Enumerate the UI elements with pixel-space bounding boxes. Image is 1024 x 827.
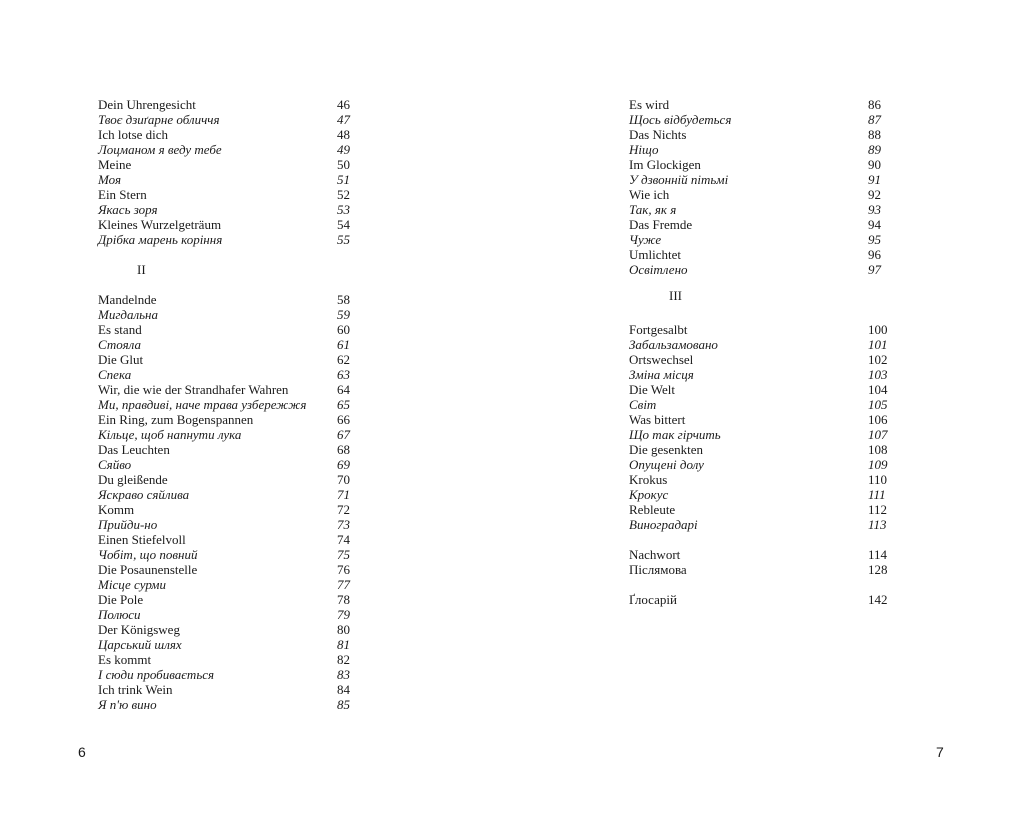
toc-entry: [629, 112, 894, 127]
toc-group: [629, 97, 894, 277]
toc-entry-page-number: 80: [337, 622, 350, 637]
toc-entry-page-number: 103: [868, 367, 888, 382]
toc-entry-title: Стояла: [98, 337, 141, 352]
toc-entry-title: Du gleißende: [98, 472, 168, 487]
toc-entry: [629, 352, 894, 367]
toc-entry-title: Meine: [98, 157, 132, 172]
toc-entry: [629, 562, 894, 577]
toc-entry-title: Прийди-но: [98, 517, 158, 532]
toc-entry-title: Dein Uhrengesicht: [98, 97, 196, 112]
toc-entry-page-number: 110: [868, 472, 888, 487]
toc-entry-title: Krokus: [629, 472, 668, 487]
toc-entry-page-number: 90: [868, 157, 881, 172]
toc-entry-title: Світ: [629, 397, 657, 412]
toc-entry-title: І сюди пробивається: [98, 667, 215, 682]
toc-entry-title: Einen Stiefelvoll: [98, 532, 186, 547]
toc-entry-title: Полюси: [98, 607, 141, 622]
toc-entry-title: Опущені долу: [629, 457, 704, 472]
toc-entry: [629, 322, 894, 337]
toc-entry: [629, 382, 894, 397]
toc-entry: [98, 337, 363, 352]
toc-entry-title: Die Glut: [98, 352, 144, 367]
toc-entry-page-number: 74: [337, 532, 350, 547]
toc-entry-title: Kleines Wurzelgeträum: [98, 217, 222, 232]
toc-group: [629, 547, 894, 577]
toc-entry-page-number: 48: [337, 127, 350, 142]
toc-entry: [98, 397, 363, 412]
toc-entry: [629, 397, 894, 412]
toc-entry: [629, 592, 894, 607]
toc-entry: [629, 262, 894, 277]
toc-entry-title: Крокус: [629, 487, 669, 502]
toc-entry-page-number: 55: [337, 232, 350, 247]
toc-entry-page-number: 97: [868, 262, 881, 277]
toc-entry: [98, 682, 363, 697]
toc-entry-title: Спека: [98, 367, 132, 382]
toc-entry-page-number: 82: [337, 652, 350, 667]
toc-entry: [629, 157, 894, 172]
toc-entry-page-number: 59: [337, 307, 350, 322]
toc-entry: [98, 232, 363, 247]
toc-entry: [98, 427, 363, 442]
toc-entry: [98, 502, 363, 517]
toc-entry: [98, 547, 363, 562]
toc-entry: [629, 217, 894, 232]
toc-entry: [629, 487, 894, 502]
toc-entry-title: Wir, die wie der Strandhafer Wahren: [98, 382, 289, 397]
toc-entry-title: Післямова: [629, 562, 687, 577]
toc-entry: [98, 577, 363, 592]
toc-entry-title: Das Nichts: [629, 127, 687, 142]
toc-entry: [98, 292, 363, 307]
toc-entry-title: Дрібка марень коріння: [98, 232, 223, 247]
toc-entry-page-number: 109: [868, 457, 888, 472]
toc-entry: [629, 187, 894, 202]
toc-entry-page-number: 47: [337, 112, 350, 127]
toc-entry-page-number: 142: [868, 592, 888, 607]
toc-entry-page-number: 60: [337, 322, 350, 337]
toc-entry: [629, 412, 894, 427]
toc-entry: [98, 517, 363, 532]
toc-entry-title: Ein Stern: [98, 187, 147, 202]
toc-entry: [98, 97, 363, 112]
spacer: [629, 577, 894, 592]
toc-entry-page-number: 66: [337, 412, 350, 427]
toc-entry-title: Das Leuchten: [98, 442, 170, 457]
toc-entry-page-number: 65: [337, 397, 350, 412]
right-page-toc: [629, 97, 894, 607]
toc-entry-page-number: 91: [868, 172, 881, 187]
toc-entry-page-number: 89: [868, 142, 881, 157]
toc-entry-title: Освітлено: [629, 262, 688, 277]
toc-entry: [98, 142, 363, 157]
toc-entry-page-number: 75: [337, 547, 350, 562]
toc-entry-title: Mandelnde: [98, 292, 157, 307]
toc-entry-page-number: 77: [337, 577, 350, 592]
toc-entry-title: Im Glockigen: [629, 157, 701, 172]
toc-entry-title: Die gesenkten: [629, 442, 704, 457]
toc-entry-title: Забальзамовано: [629, 337, 718, 352]
toc-entry: [98, 367, 363, 382]
toc-entry: [98, 652, 363, 667]
toc-entry-title: Rebleute: [629, 502, 676, 517]
toc-entry-page-number: 104: [868, 382, 888, 397]
toc-entry: [98, 187, 363, 202]
toc-entry: [629, 97, 894, 112]
toc-entry-title: Nachwort: [629, 547, 681, 562]
page-number-left: 6: [78, 744, 86, 760]
toc-entry: [98, 532, 363, 547]
toc-entry-page-number: 105: [868, 397, 888, 412]
toc-entry-page-number: 70: [337, 472, 350, 487]
toc-entry-title: Es stand: [98, 322, 142, 337]
toc-entry: [629, 202, 894, 217]
toc-entry: [98, 457, 363, 472]
toc-entry-page-number: 101: [868, 337, 888, 352]
toc-entry-page-number: 84: [337, 682, 350, 697]
toc-entry: [629, 427, 894, 442]
toc-entry-title: Die Welt: [629, 382, 676, 397]
left-page-toc: [98, 97, 363, 712]
toc-entry: [629, 172, 894, 187]
toc-group: [629, 322, 894, 532]
toc-entry-page-number: 96: [868, 247, 881, 262]
toc-entry-page-number: 68: [337, 442, 350, 457]
toc-entry: [98, 472, 363, 487]
toc-entry-page-number: 61: [337, 337, 350, 352]
toc-entry-title: Wie ich: [629, 187, 670, 202]
toc-entry-title: Ніщо: [629, 142, 659, 157]
toc-entry: [629, 442, 894, 457]
toc-entry-page-number: 81: [337, 637, 350, 652]
toc-entry-title: Umlichtet: [629, 247, 681, 262]
toc-entry: [629, 127, 894, 142]
toc-entry-page-number: 53: [337, 202, 350, 217]
toc-group: [629, 592, 894, 607]
toc-entry-title: Що так гірчить: [629, 427, 721, 442]
toc-entry: [98, 487, 363, 502]
toc-entry-page-number: 79: [337, 607, 350, 622]
toc-entry-title: Моя: [98, 172, 122, 187]
toc-entry-title: Мигдальна: [98, 307, 159, 322]
toc-entry-page-number: 83: [337, 667, 350, 682]
toc-entry: [98, 202, 363, 217]
toc-entry-title: Das Fremde: [629, 217, 693, 232]
toc-entry: [98, 112, 363, 127]
toc-entry-page-number: 64: [337, 382, 350, 397]
toc-entry-title: Ich lotse dich: [98, 127, 169, 142]
toc-entry-title: Die Pole: [98, 592, 144, 607]
toc-entry: [98, 352, 363, 367]
toc-entry: [629, 367, 894, 382]
toc-entry-page-number: 100: [868, 322, 888, 337]
toc-entry-page-number: 112: [868, 502, 888, 517]
toc-entry: [98, 562, 363, 577]
toc-entry-title: У дзвонній пітьмі: [629, 172, 729, 187]
toc-entry: [629, 247, 894, 262]
toc-entry-title: Твоє дзиґарне обличчя: [98, 112, 220, 127]
toc-entry-title: Ein Ring, zum Bogenspannen: [98, 412, 254, 427]
toc-entry-page-number: 52: [337, 187, 350, 202]
toc-entry-page-number: 102: [868, 352, 888, 367]
toc-entry-page-number: 93: [868, 202, 881, 217]
toc-entry-title: Я п'ю вино: [98, 697, 157, 712]
toc-entry-title: Місце сурми: [98, 577, 166, 592]
toc-entry-page-number: 54: [337, 217, 350, 232]
toc-entry-title: Der Königsweg: [98, 622, 180, 637]
toc-entry: [98, 442, 363, 457]
toc-entry-title: Es wird: [629, 97, 670, 112]
toc-entry-title: Зміна місця: [629, 367, 694, 382]
toc-entry-page-number: 107: [868, 427, 888, 442]
toc-entry: [98, 592, 363, 607]
toc-entry-title: Кільце, щоб напнути лука: [98, 427, 242, 442]
toc-entry: [98, 157, 363, 172]
toc-entry-title: Чуже: [629, 232, 662, 247]
toc-entry-title: Die Posaunenstelle: [98, 562, 198, 577]
toc-entry-page-number: 113: [868, 517, 887, 532]
page-number-right: 7: [936, 744, 944, 760]
toc-entry-page-number: 67: [337, 427, 350, 442]
toc-entry-title: Ich trink Wein: [98, 682, 173, 697]
toc-entry-page-number: 71: [337, 487, 350, 502]
toc-entry-title: Ґлосарій: [629, 592, 677, 607]
toc-entry-page-number: 76: [337, 562, 350, 577]
toc-entry-title: Komm: [98, 502, 135, 517]
toc-entry-title: Так, як я: [629, 202, 677, 217]
toc-entry: [98, 307, 363, 322]
toc-entry: [98, 172, 363, 187]
toc-entry-page-number: 114: [868, 547, 888, 562]
toc-entry: [98, 217, 363, 232]
toc-entry-title: Лоцманом я веду тебе: [98, 142, 222, 157]
toc-entry-title: Сяйво: [98, 457, 132, 472]
toc-entry-page-number: 51: [337, 172, 350, 187]
toc-entry-page-number: 62: [337, 352, 350, 367]
toc-entry-page-number: 50: [337, 157, 350, 172]
toc-entry-page-number: 92: [868, 187, 881, 202]
toc-entry-page-number: 46: [337, 97, 350, 112]
spacer: [629, 532, 894, 547]
toc-entry: [629, 502, 894, 517]
toc-entry-page-number: 85: [337, 697, 350, 712]
toc-entry-page-number: 95: [868, 232, 881, 247]
toc-entry-page-number: 72: [337, 502, 350, 517]
toc-entry-page-number: 108: [868, 442, 888, 457]
toc-entry: [98, 412, 363, 427]
toc-entry: [629, 337, 894, 352]
section-label-iii: III: [669, 288, 682, 303]
toc-entry-page-number: 106: [868, 412, 888, 427]
toc-entry-page-number: 58: [337, 292, 350, 307]
toc-entry: [98, 322, 363, 337]
toc-entry-title: Яскраво сяйлива: [98, 487, 190, 502]
toc-entry-title: Fortgesalbt: [629, 322, 688, 337]
toc-entry-page-number: 73: [337, 517, 350, 532]
toc-entry: [629, 142, 894, 157]
toc-entry-page-number: 78: [337, 592, 350, 607]
toc-entry: [98, 607, 363, 622]
toc-entry-title: Чобіт, що повний: [98, 547, 198, 562]
section-label-ii: II: [137, 262, 146, 277]
toc-entry-title: Ortswechsel: [629, 352, 694, 367]
toc-entry-title: Was bittert: [629, 412, 686, 427]
toc-entry: [98, 622, 363, 637]
toc-entry-page-number: 86: [868, 97, 881, 112]
toc-entry-page-number: 128: [868, 562, 888, 577]
toc-entry: [98, 637, 363, 652]
toc-entry: [629, 472, 894, 487]
toc-entry-page-number: 63: [337, 367, 350, 382]
toc-entry-title: Царський шлях: [98, 637, 182, 652]
toc-entry: [98, 697, 363, 712]
toc-group: [98, 292, 363, 712]
toc-entry: [98, 382, 363, 397]
toc-entry: [629, 517, 894, 532]
toc-entry-title: Щось відбудеться: [629, 112, 732, 127]
toc-entry-page-number: 94: [868, 217, 881, 232]
toc-entry: [98, 667, 363, 682]
toc-entry-page-number: 111: [868, 487, 886, 502]
toc-entry: [629, 232, 894, 247]
toc-entry: [98, 127, 363, 142]
toc-entry-title: Якась зоря: [98, 202, 158, 217]
toc-entry-title: Es kommt: [98, 652, 152, 667]
toc-entry-page-number: 87: [868, 112, 881, 127]
toc-entry-page-number: 69: [337, 457, 350, 472]
toc-entry: [629, 547, 894, 562]
toc-entry-title: Виноградарі: [629, 517, 698, 532]
toc-entry: [629, 457, 894, 472]
toc-entry-title: Ми, правдиві, наче трава узбережжя: [98, 397, 307, 412]
toc-group: [98, 97, 363, 247]
toc-entry-page-number: 88: [868, 127, 881, 142]
toc-entry-page-number: 49: [337, 142, 350, 157]
